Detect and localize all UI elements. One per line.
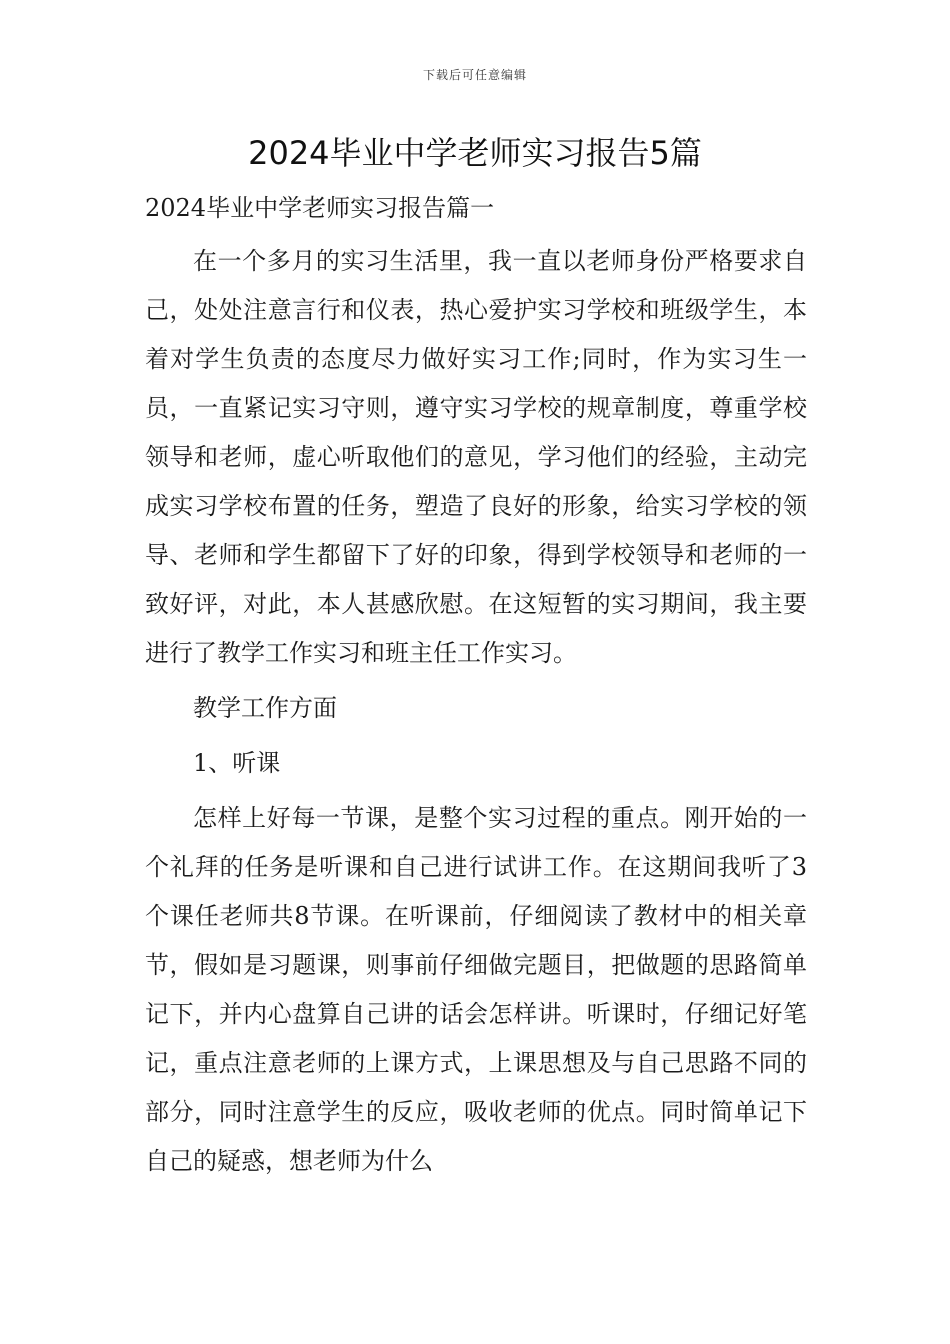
paragraph-intro: 在一个多月的实习生活里，我一直以老师身份严格要求自己，处处注意言行和仪表，热心爱护实习学校和班级学生，本着对学生负责的态度尽力做好实习工作;同时，作为实习生一员，一直紧记实习守则，遵守实习学校的规章制度，尊重学校领导和老师，虚心听取他们的意见，学习他们的经验，主动完成实习学校布置的任务，塑造了良好的形象，给实习学校的领导、老师和学生都留下了好的印象，得到学校领导和老师的一致好评，对此，本人甚感欣慰。在这短暂的实习期间，我主要进行了教学工作实习和班主任工作实习。 [145,247,807,667]
header-note: 下载后可任意编辑 [422,68,527,82]
document-title: 2024毕业中学老师实习报告5篇 [248,134,702,172]
heading-listening: 1、听课 [193,749,281,777]
paragraph-listening: 怎样上好每一节课，是整个实习过程的重点。刚开始的一个礼拜的任务是听课和自己进行试讲工作。在这期间我听了3个课任老师共8节课。在听课前，仔细阅读了教材中的相关章节，假如是习题课，则事前仔细做完题目，把做题的思路简单记下，并内心盘算自己讲的话会怎样讲。听课时，仔细记好笔记，重点注意老师的上课方式，上课思想及与自己思路不同的部分，同时注意学生的反应，吸收老师的优点。同时简单记下自己的疑惑，想老师为什么 [145,804,807,1175]
heading-teaching-work: 教学工作方面 [193,694,337,722]
document-body [145,184,807,1186]
section-title: 2024毕业中学老师实习报告篇一 [145,194,495,222]
